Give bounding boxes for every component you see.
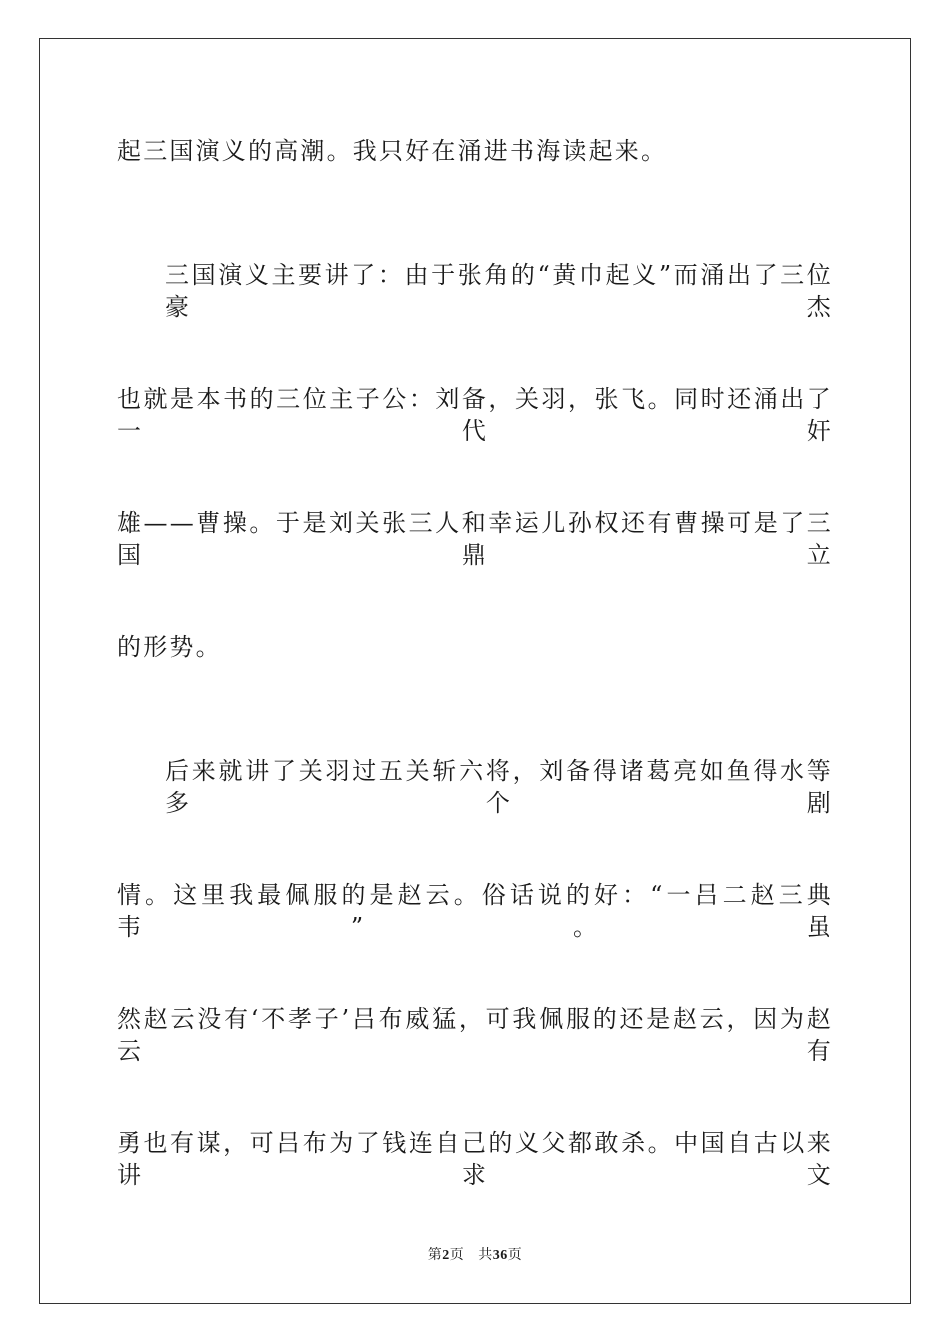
page-prefix: 第 xyxy=(427,1247,443,1263)
text-line-8: 然赵云没有‘不孝子’吕布威猛，可我佩服的还是赵云，因为赵云有 xyxy=(117,1005,833,1065)
text-line-9: 勇也有谋，可吕布为了钱连自己的义父都敢杀。中国自古以来讲求文 xyxy=(117,1129,833,1189)
page-suffix: 页 xyxy=(449,1247,465,1263)
total-prefix: 共 xyxy=(478,1247,493,1263)
text-line-1: 起三国演义的高潮。我只好在涌进书海读起来。 xyxy=(117,137,668,165)
total-suffix: 页 xyxy=(507,1247,523,1263)
page-footer xyxy=(0,1246,950,1265)
text-line-2: 三国演义主要讲了：由于张角的“黄巾起义”而涌出了三位豪杰 xyxy=(165,261,833,321)
total-page-number: 36 xyxy=(492,1248,508,1263)
page-border xyxy=(39,38,911,1304)
text-line-3: 也就是本书的三位主子公：刘备，关羽，张飞。同时还涌出了一代奸 xyxy=(117,385,833,445)
text-line-4: 雄——曹操。于是刘关张三人和幸运儿孙权还有曹操可是了三国鼎立 xyxy=(117,509,833,569)
text-line-6: 后来就讲了关羽过五关斩六将，刘备得诸葛亮如鱼得水等多个剧 xyxy=(165,757,833,817)
text-line-7: 情。这里我最佩服的是赵云。俗话说的好：“一吕二赵三典韦”。虽 xyxy=(117,881,833,941)
text-line-5: 的形势。 xyxy=(117,633,222,661)
current-page-number: 2 xyxy=(442,1248,450,1263)
